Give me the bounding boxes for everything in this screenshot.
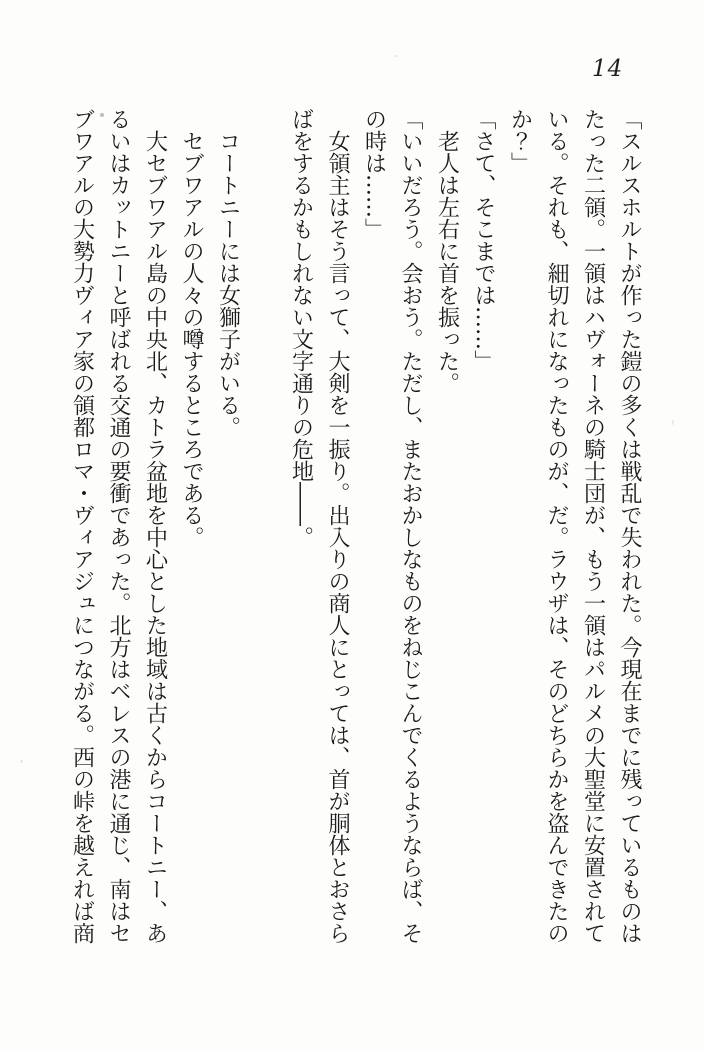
scan-speck <box>394 55 397 57</box>
page-number: 14 <box>592 56 624 82</box>
paragraph <box>246 108 283 945</box>
paragraph: コートニーには女獅子がいる。 <box>215 108 241 438</box>
paragraph: 「さて、そこまでは……」 <box>471 108 496 372</box>
paragraph: 女領主はそう言って、大剣を一振り。出入りの商人にとっては、首が胴体とおさらばをするかもしれない文字通りの危地――。 <box>288 108 350 944</box>
paragraph: 大セブワアル島の中央北、カトラ盆地を中心とした地域は古くからコートニー、あるいはカットニーと呼ばれる交通の要衝であった。北方はベレスの港に通じ、南はセブワアルの大勢力ヴィア家の領都ロマ・ヴィアジュにつながる。西の峠を越えれば商 <box>69 108 168 944</box>
vertical-text-block <box>63 108 647 945</box>
paragraph: セブワアルの人々の噂するところである。 <box>179 108 204 548</box>
scan-speck <box>20 760 23 763</box>
scan-speck <box>672 420 674 425</box>
paragraph: 老人は左右に首を振った。 <box>434 108 460 394</box>
paragraph: 「いいだろう。会おう。ただし、またおかしなものをねじこんでくるようならば、その時は……」 <box>361 108 423 944</box>
paragraph: 「スルスホルトが作った鎧の多くは戦乱で失われた。今現在までに残っているものはたった二領。一領はハヴォーネの騎士団が、もう一領はパルメの大聖堂に安置されている。それも、細切れになったものが、だ。ラウザは、そのどちらかを盗んできたのか？」 <box>507 108 642 944</box>
